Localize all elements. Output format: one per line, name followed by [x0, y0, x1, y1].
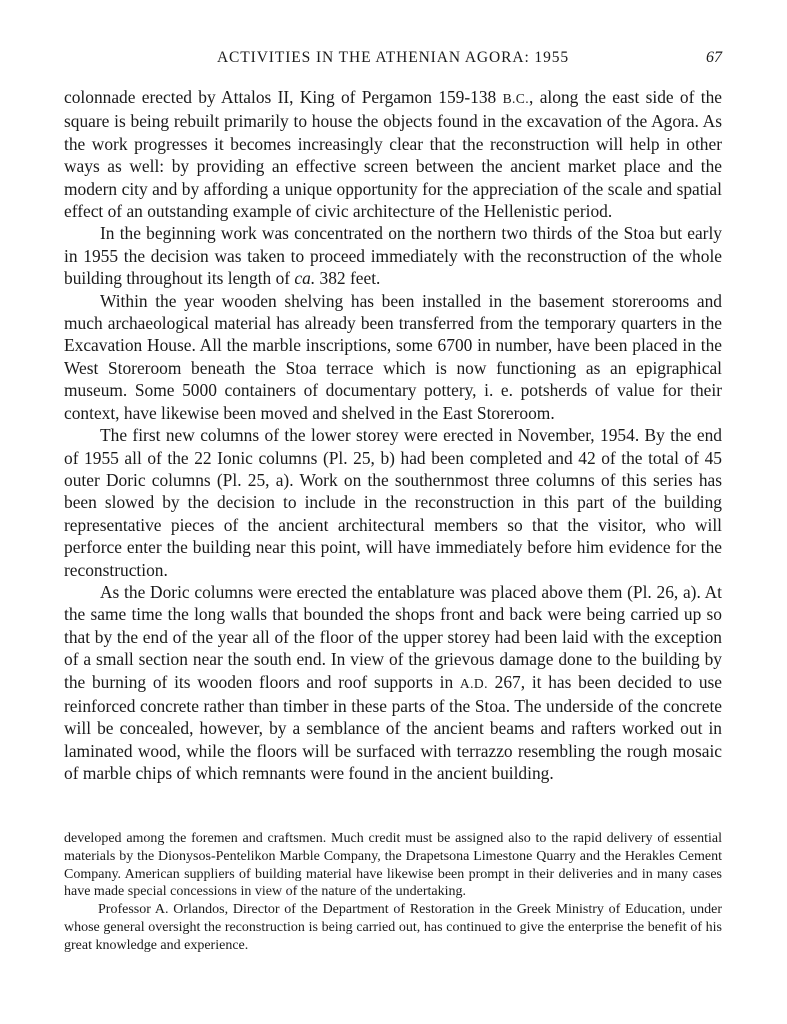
- paragraph-1-text-a: colonnade erected by Attalos II, King of Pergamon 159-138: [64, 87, 503, 107]
- paragraph-1-text-b: , along the east side of the square is being rebuilt primarily to house the objects found in the excavation of the Agora. As the work progresses it becomes increasingly clear that the reconstruction will help in other ways as well: by providing an effective screen between the ancient market place and the modern city and by affording a unique opportunity for the appreciation of the scale and spatial effect of an outstanding example of civic architecture of the Hellenistic period.: [64, 87, 722, 222]
- paragraph-3: Within the year wooden shelving has been installed in the basement storerooms and much archaeological material has already been transferred from the temporary quarters in the Excavation House. All the marble inscriptions, some 6700 in number, have been placed in the West Storeroom beneath the Stoa terrace which is now functioning as an epigraphical museum. Some 5000 containers of documentary pottery, i. e. potsherds of value for their context, have likewise been moved and shelved in the East Storeroom.: [64, 290, 722, 423]
- paragraph-2: [64, 222, 722, 289]
- running-title: ACTIVITIES IN THE ATHENIAN AGORA: 1955: [216, 49, 570, 66]
- footnote-continuation: developed among the foremen and craftsmen. Much credit must be assigned also to the rapid delivery of essential materials by the Dionysos-Pentelikon Marble Company, the Drapetsona Limestone Quarry and the Herakles Cement Company. American suppliers of building material have likewise been prompt in their deliveries and in many cases have made special concessions in view of the nature of the undertaking.: [64, 831, 722, 900]
- paragraph-2-text-b: 382 feet.: [315, 268, 381, 289]
- running-head: [64, 46, 722, 70]
- footnote-orlandos: Professor A. Orlandos, Director of the Department of Restoration in the Greek Ministry of Education, under whose general oversight the reconstruction is being carried out, has continued to give the enterprise the benefit of his great knowledge and experience.: [64, 902, 722, 953]
- paragraph-2-text-a: In the beginning work was concentrated on the northern two thirds of the Stoa but early in 1955 the decision was taken to proceed immediately with the reconstruction of the whole building throughout its length of: [64, 223, 722, 289]
- paragraph-5-text-a: As the Doric columns were erected the entablature was placed above them (Pl. 26, a). At the same time the long walls that bounded the shops front and back were being carried up so that by the end of the year all of the floor of the upper storey had been laid with the exception of a small section near the south end. In view of the grievous damage done to the building by the burning of its wooden floors and roof supports in: [64, 581, 722, 692]
- bc-abbreviation: B.C.: [502, 91, 530, 106]
- paragraph-4: The first new columns of the lower storey were erected in November, 1954. By the end of 1955 all of the 22 Ionic columns (Pl. 25, b) had been completed and 42 of the total of 45 outer Doric columns (Pl. 25, a). Work on the southernmost three columns of this series has been slowed by the decision to include in the reconstruction in this part of the building representative pieces of the ancient architectural members so that the visitor, who will perforce enter the building near this point, will have immediately before him evidence for the reconstruction.: [64, 425, 722, 580]
- paragraph-5: [64, 581, 722, 785]
- circa-abbreviation: ca.: [294, 268, 316, 289]
- body-text: [64, 86, 722, 785]
- footnotes: [64, 830, 722, 955]
- paragraph-5-text-b: 267, it has been decided to use reinforced concrete rather than timber in these parts of the Stoa. The underside of the concrete will be concealed, however, by a semblance of the ancient beams and rafters worked out in laminated wood, while the floors will be surfaced with terrazzo resembling the rough mosaic of marble chips of which remnants were found in the ancient building.: [64, 671, 723, 784]
- page-number: 67: [706, 49, 722, 66]
- paragraph-1: [64, 86, 722, 222]
- ad-abbreviation: A.D.: [459, 675, 488, 691]
